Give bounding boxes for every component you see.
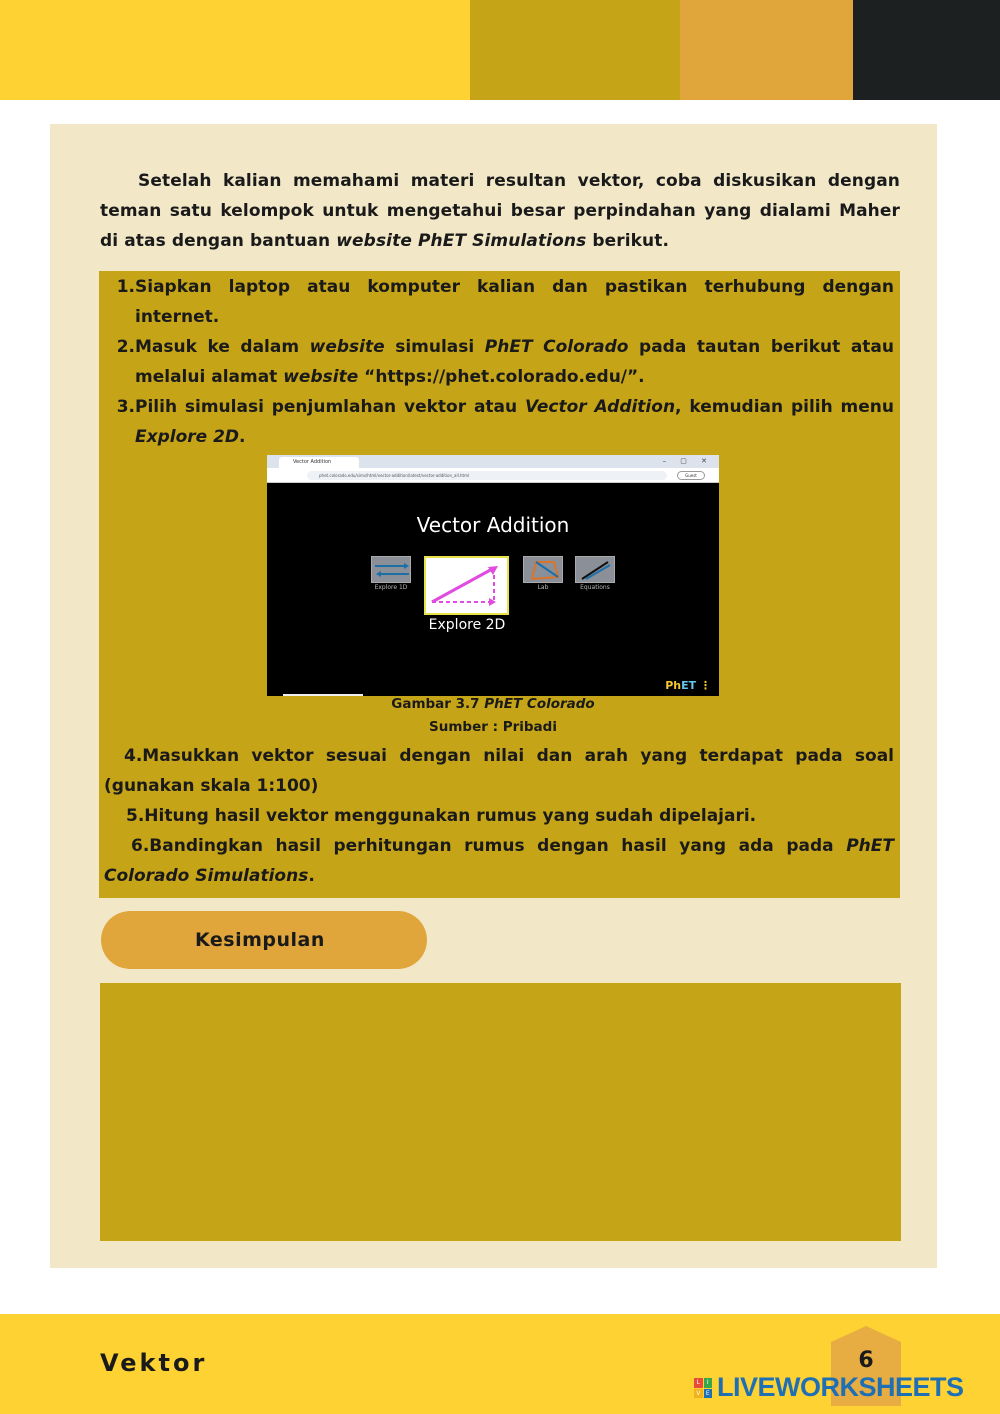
- intro-text: Setelah kalian memahami materi resultan vektor, coba diskusikan dengan teman satu kelompok untuk mengetahui besar perpindahan yang dialami Maher di atas dengan bantuan: [100, 171, 900, 251]
- explore-1d-arrows-icon: [372, 557, 412, 584]
- browser-url-bar: [267, 468, 719, 483]
- step-5: 5.Hitung hasil vektor menggunakan rumus yang sudah dipelajari.: [126, 806, 757, 826]
- phet-logo: PhET ⋮: [665, 679, 711, 692]
- step-text: Siapkan laptop atau komputer kalian dan pastikan terhubung dengan internet.: [135, 277, 894, 327]
- step-number: 3.: [116, 397, 135, 417]
- browser-tab-strip: [267, 455, 719, 468]
- screen-explore-1d-thumb: [371, 556, 411, 583]
- screen-equations-thumb: [575, 556, 615, 583]
- screen-label: Equations: [580, 584, 610, 591]
- phet-screenshot: [267, 455, 719, 696]
- band-segment-black: [853, 0, 1000, 100]
- window-controls: – ▢ ✕: [662, 457, 713, 465]
- figure-source: Sumber : Pribadi: [429, 719, 557, 735]
- lab-vectors-icon: [524, 557, 564, 584]
- step-number: 2.: [116, 337, 135, 357]
- page-number: 6: [858, 1348, 874, 1373]
- intro-emphasis: website PhET Simulations: [336, 231, 587, 251]
- screen-explore-2d-thumb: [424, 556, 509, 615]
- figure-caption: Gambar 3.7 PhET Colorado: [391, 696, 595, 712]
- conclusion-answer-box[interactable]: [100, 983, 901, 1241]
- step-4: 4.Masukkan vektor sesuai dengan nilai dan arah yang terdapat pada soal (gunakan skala 1:100): [104, 746, 894, 796]
- browser-tab: Vector Addition: [279, 457, 359, 468]
- step-text: Masuk ke dalam website simulasi PhET Colorado pada tautan berikut atau melalui alamat website “https://phet.colorado.edu/”.: [135, 337, 894, 387]
- conclusion-heading-pill: Kesimpulan: [101, 911, 427, 969]
- steps-list: [116, 272, 894, 452]
- screen-lab-thumb: [523, 556, 563, 583]
- intro-text-end: berikut.: [586, 231, 670, 251]
- step-3: [116, 392, 894, 452]
- steps-list-continued: [104, 741, 894, 891]
- phet-url: “https://phet.colorado.edu/”.: [358, 367, 645, 387]
- page-footer: [0, 1314, 1000, 1414]
- screen-label: Explore 1D: [374, 584, 408, 591]
- url-text: phet.colorado.edu/sims/html/vector-addition/latest/vector-addition_all.html: [307, 471, 667, 480]
- step-2: [116, 332, 894, 392]
- step-text: Pilih simulasi penjumlahan vektor atau Vector Addition, kemudian pilih menu Explore 2D.: [135, 397, 894, 447]
- intro-paragraph: [100, 166, 900, 256]
- liveworksheets-logo-icon: L I V E: [694, 1378, 712, 1398]
- guest-profile-badge: Guest: [677, 471, 705, 480]
- step-1: [116, 272, 894, 332]
- sim-title: Vector Addition: [416, 513, 570, 537]
- band-segment-olive: [470, 0, 680, 100]
- explore-2d-vectors-icon: [426, 558, 507, 613]
- liveworksheets-brand[interactable]: LIVEWORKSHEETS: [717, 1372, 964, 1402]
- band-segment-yellow: [0, 0, 470, 100]
- band-segment-orange: [680, 0, 853, 100]
- footer-title: Vektor: [100, 1349, 208, 1377]
- screen-label: Lab: [537, 584, 549, 591]
- step-6: 6.Bandingkan hasil perhitungan rumus dengan hasil yang ada pada PhET Colorado Simulations.: [104, 836, 894, 886]
- screen-label-selected: Explore 2D: [428, 617, 506, 633]
- step-number: 1.: [116, 277, 135, 297]
- equations-vectors-icon: [576, 557, 616, 584]
- top-color-band: [0, 0, 1000, 100]
